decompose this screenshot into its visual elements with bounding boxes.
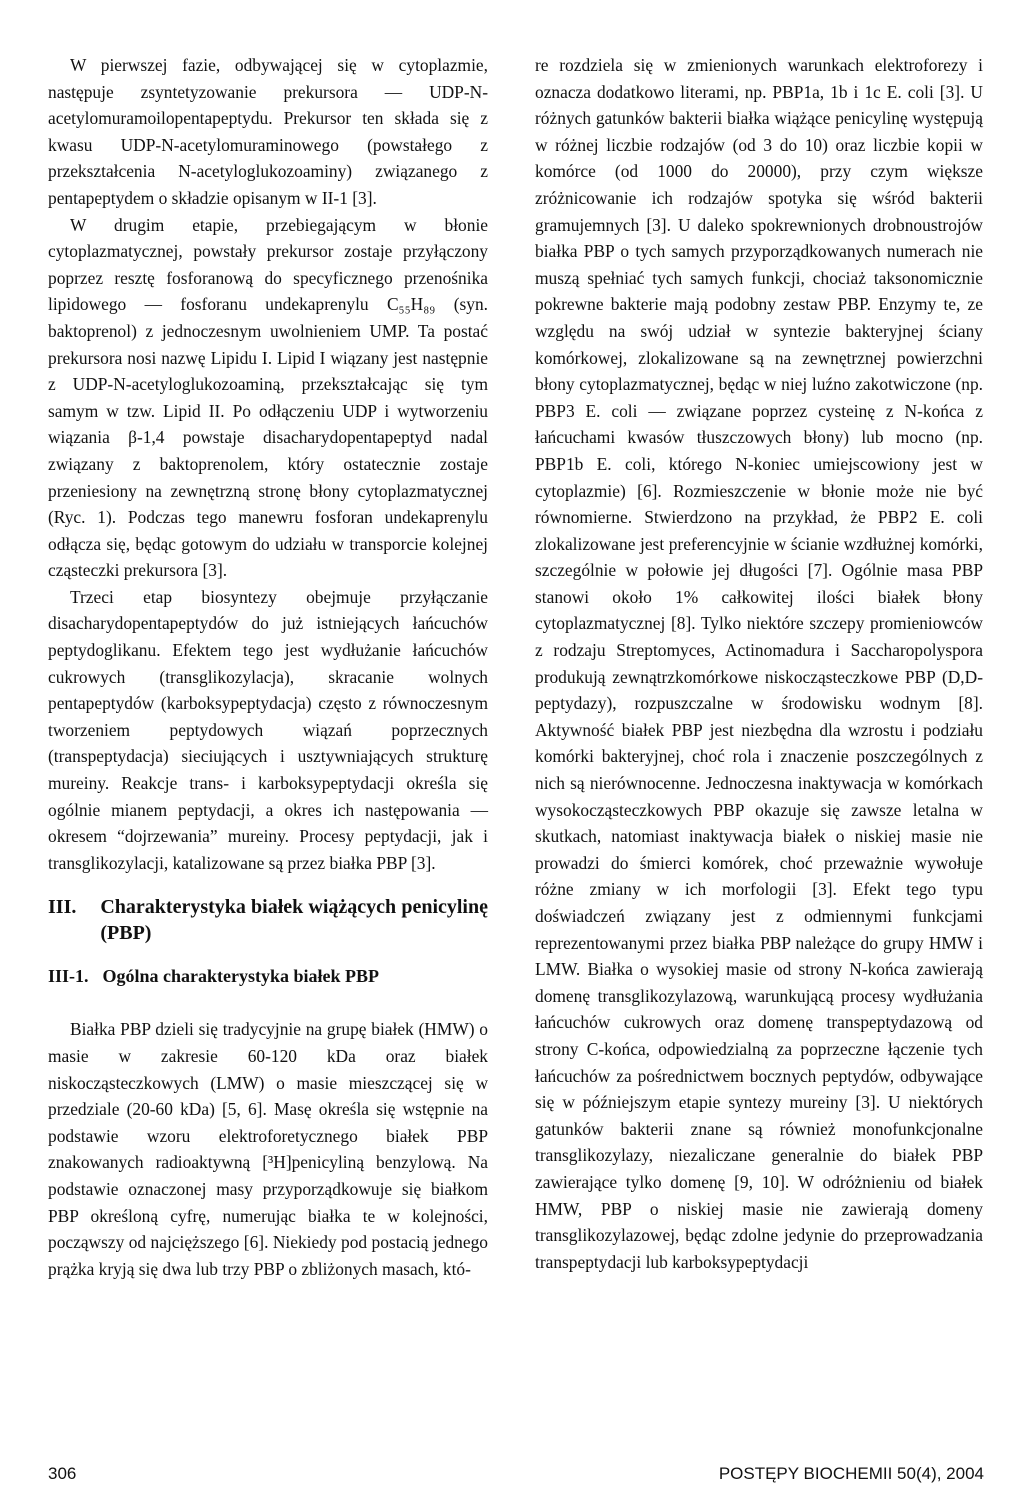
paragraph-2: W drugim etapie, przebiegającym w błonie cytoplazmatycznej, powstały prekursor zostaje przyłączony poprzez resztę fosforanową do specyficznego przenośnika lipidowego — fosforanu undekaprenylu C₅₅H₈₉ (syn. baktoprenol) z jednoczesnym uwolnieniem UMP. Ta postać prekursora nosi nazwę Lipidu I. Lipid I wiązany jest następnie z UDP-N-acetyloglukozoaminą, przekształcając się tym samym w tzw. Lipid II. Po odłączeniu UDP i wytworzeniu wiązania β-1,4 powstaje disacharydopentapeptyd nadal związany z baktoprenolem, który ostatecznie zostaje przeniesiony na zewnętrzną stronę błony cytoplazmatycznej (Ryc. 1). Podczas tego manewru fosforan undekaprenylu odłącza się, będąc gotowym do udziału w transporcie kolejnej cząsteczki prekursora [3]. [48, 214, 488, 581]
section-title: Charakterystyka białek wiążących penicylinę (PBP) [100, 896, 488, 945]
subsection-title: Ogólna charakterystyka białek PBP [102, 966, 380, 987]
paragraph-1: W pierwszej fazie, odbywającej się w cytoplazmie, następuje zsyntetyzowanie prekursora — UDP-N-acetylomuramoilopentapeptydu. Prekursor ten składa się z kwasu UDP-N-acetylomuraminowego (powstałego z przekształcenia N-acetyloglukozoaminy) związanego z pentapeptydem o składzie opisanym w II-1 [3]. [48, 55, 488, 208]
paragraph-continued: re rozdziela się w zmienionych warunkach elektroforezy i oznacza dodatkowo literami, np. PBP1a, 1b i 1c E. coli [3]. U różnych gatunków bakterii białka wiążące penicylinę występują w różnej liczbie rodzajów (od 3 do 10) oraz liczbie kopii w komórce (od 1000 do 20000), przy czym większe zróżnicowanie ich rodzajów spotyka się wśród bakterii gramujemnych [3]. U daleko spokrewnionych drobnoustrojów białka PBP o tych samych przyporządkowanych numerach nie muszą spełniać tych samych funkcji, chociaż taksonomicznie pokrewne bakterie mają podobny zestaw PBP. Enzymy te, ze względu na swój udział w syntezie bakteryjnej ściany komórkowej, zlokalizowane są na zewnętrznej powierzchni błony cytoplazmatycznej, będąc w niej luźno zakotwiczone (np. PBP3 E. coli — związane poprzez cysteinę z N-końca z łańcuchami kwasów tłuszczowych błony) lub mocno (np. PBP1b E. coli, którego N-koniec umiejscowiony jest w cytoplazmie) [6]. Rozmieszczenie w błonie może nie być równomierne. Stwierdzono na przykład, że PBP2 E. coli zlokalizowane jest preferencyjnie w ścianie wzdłużnej komórki, szczególnie w połowie jej długości [7]. Ogólnie masa PBP stanowi około 1% całkowitej ilości białek błony cytoplazmatycznej [8]. Tylko niektóre szczepy promieniowców z rodzaju Streptomyces, Actinomadura i Saccharopolyspora produkują zewnątrzkomórkowe niskocząsteczkowe PBP (D,D-peptydazy), rozpuszczalne w środowisku wodnym [8]. Aktywność białek PBP jest niezbędna dla wzrostu i podziału komórki bakteryjnej, choć rola i znaczenie poszczególnych z nich są nierównocenne. Jednoczesna inaktywacja w komórkach wysokocząsteczkowych PBP okazuje się zawsze letalna w skutkach, natomiast inaktywacja białek o niskiej masie nie prowadzi do śmierci komórek, choć przeważnie wywołuje różne zmiany w ich morfologii [3]. Efekt tego typu doświadczeń związany jest z odmiennymi funkcjami reprezentowanymi przez białka PBP należące do grupy HMW i LMW. Białka o wysokiej masie od strony N-końca zawierają domenę transglikozylazową, warunkującą procesy wydłużania łańcuchów cukrowych oraz domenę transpeptydazową od strony C-końca, odpowiedzialną za poprzeczne łączenie tych łańcuchów za pośrednictwem bocznych peptydów, odbywające się w późniejszym etapie syntezy mureiny [3]. U niektórych gatunków bakterii znane są również monofunkcjonalne transglikozylazy, niezaliczane generalnie do białek PBP zawierające tylko domenę [9, 10]. W odróżnieniu od białek HMW, PBP o niskiej masie nie zawierają domeny transglikozylazowej, będąc zdolne jedynie do przeprowadzania transpeptydacji lub karboksypeptydacji [535, 55, 983, 1272]
journal-citation: POSTĘPY BIOCHEMII 50(4), 2004 [718, 1464, 984, 1483]
left-column [48, 52, 488, 1282]
paragraph-3: Trzeci etap biosyntezy obejmuje przyłączanie disacharydopentapeptydów do już istniejących łańcuchów peptydoglikanu. Efektem tego jest wydłużanie łańcuchów cukrowych (transglikozylacja), skracanie wolnych pentapeptydów (karboksypeptydacja) często z równoczesnym tworzeniem peptydowych wiązań poprzecznych (transpeptydacja) sieciujących i usztywniających strukturę mureiny. Reakcje trans- i karboksypeptydacji określa się ogólnie mianem peptydacji, a okres ich następowania — okresem “dojrzewania” mureiny. Procesy peptydacji, jak i transglikozylacji, katalizowane są przez białka PBP [3]. [48, 586, 488, 873]
subsection-number: III-1. [48, 966, 89, 987]
section-number: III. [48, 896, 77, 919]
subsection-heading [48, 964, 488, 988]
page-footer [48, 1464, 984, 1484]
section-heading [48, 894, 488, 946]
page-number: 306 [48, 1464, 77, 1483]
right-column [535, 52, 983, 1275]
paragraph-4: Białka PBP dzieli się tradycyjnie na grupę białek (HMW) o masie w zakresie 60-120 kDa oraz białek niskocząsteczkowych (LMW) o masie mieszczącej się w przedziale (20-60 kDa) [5, 6]. Masę określa się wstępnie na podstawie wzoru elektroforetycznego białek PBP znakowanych radioaktywną [³H]penicyliną benzylową. Na podstawie oznaczonej masy przyporządkowuje się białkom PBP określoną cyfrę, numerując białka te w kolejności, począwszy od najcięższego [6]. Niekiedy pod postacią jednego prążka kryją się dwa lub trzy PBP o zbliżonych masach, któ- [48, 1019, 488, 1279]
